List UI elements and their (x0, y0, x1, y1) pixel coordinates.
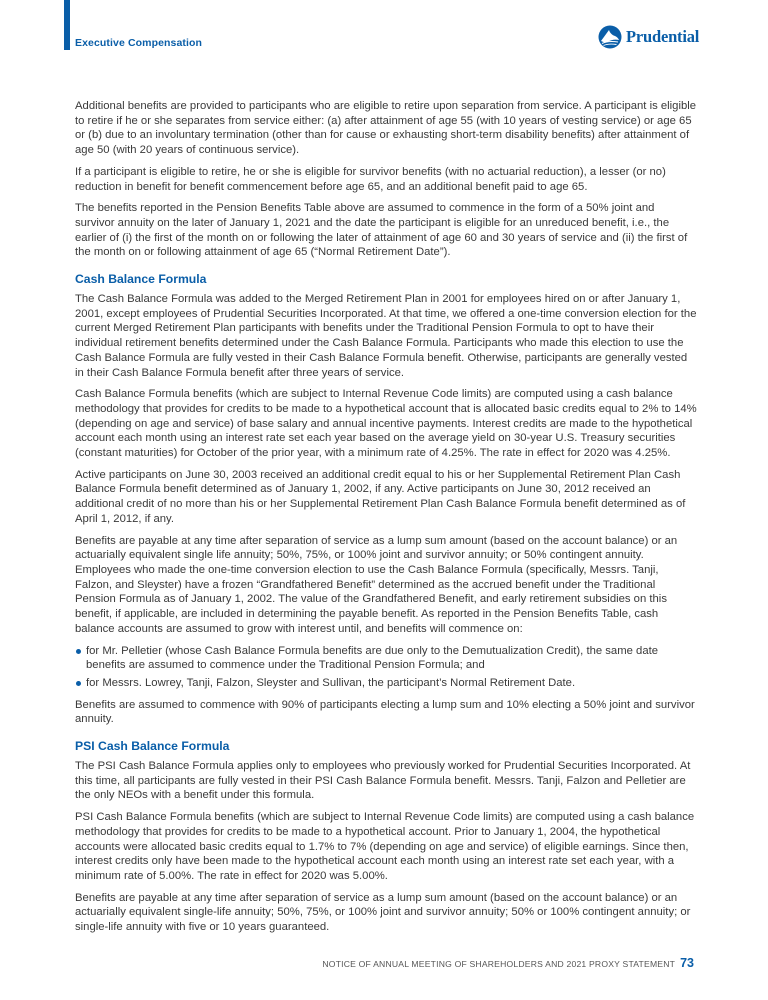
logo-wordmark: Prudential (626, 27, 700, 46)
paragraph: PSI Cash Balance Formula benefits (which are subject to Internal Revenue Code limits) are computed using a cash balance methodology that provides for credits to be made to a hypothetical account. Prior to January 1, 2004, the hypothetical accounts were allocated basic credits equal to 1.7% to 7% (depending on age and service) of eligible earnings. Since then, interest credits only have been made to the hypothetical account each month using an interest rate set each year, with a minimum rate of 5.00%. The rate in effect for 2020 was 5.00%. (75, 811, 695, 882)
footer-title: NOTICE OF ANNUAL MEETING OF SHAREHOLDERS AND 2021 PROXY STATEMENT (322, 959, 676, 969)
heading-cash-balance-formula: Cash Balance Formula (75, 272, 207, 287)
paragraph: Cash Balance Formula benefits (which are subject to Internal Revenue Code limits) are computed using a cash balance methodology that provides for credits to be made to a hypothetical account that is allocated basic credits equal to 2% to 14% (depending on age and service) of base salary and annual incentive payments. Interest credits are made to the hypothetical account each month using an interest rate set each year based on the average yield on 30-year U.S. Treasury securities (constant maturities) for October of the prior year, with a minimum rate of 4.25%. The rate in effect for 2020 was 4.25%. (75, 388, 697, 460)
section-title: Executive Compensation (75, 37, 203, 49)
page-footer (322, 956, 694, 970)
paragraph: If a participant is eligible to retire, he or she is eligible for survivor benefits (with no actuarial reduction), a lesser (or no) reduction in benefit for benefit commencement before age 65, and an additional benefit paid to age 65. (75, 165, 666, 193)
paragraph: Additional benefits are provided to participants who are eligible to retire upon separation from service. A participant is eligible to retire if he or she separates from service either: (a) after attainment of age 55 (with 10 years of vesting service) or age 65 or (b) due to an involuntary termination (other than for cause or exhausting short-term disability benefits) after attainment of age 50 (with 20 years of continuous service). (75, 100, 697, 157)
paragraph: Benefits are payable at any time after separation of service as a lump sum amount (based on the account balance) or an actuarially equivalent single-life annuity; 50%, 75%, or 100% joint and survivor annuity; 50% or 100% contingent annuity; or single-life annuity with five or 10 years guaranteed. (75, 891, 691, 934)
bullet-item: for Messrs. Lowrey, Tanji, Falzon, Sleyster and Sullivan, the participant’s Normal Retirement Date. (75, 676, 697, 691)
paragraph: The benefits reported in the Pension Benefits Table above are assumed to commence in the form of a 50% joint and survivor annuity on the later of January 1, 2021 and the date the participant is eligible for an unreduced benefit, i.e., the earlier of (i) the first of the month on or following the later of attainment of age 60 and 30 years of service and (ii) the first of the month on or following attainment of age 65 (“Normal Retirement Date”). (75, 202, 688, 259)
heading-psi-cash-balance-formula: PSI Cash Balance Formula (75, 739, 230, 754)
rock-icon (598, 25, 622, 49)
header-accent-bar (64, 0, 70, 50)
bullet-item: for Mr. Pelletier (whose Cash Balance Formula benefits are due only to the Demutualization Credit), the same date benefits are assumed to commence under the Traditional Pension Formula; and (75, 644, 697, 673)
paragraph: The Cash Balance Formula was added to the Merged Retirement Plan in 2001 for employees hired on or after January 1, 2001, except employees of Prudential Securities Incorporated. At that time, we offered a one-time conversion election for the current Merged Retirement Plan participants with benefits under the Traditional Pension Formula to opt to have their individual retirement benefits determined under the Cash Balance Formula. Participants who made this election to use the Cash Balance Formula are fully vested in their Cash Balance Formula benefit. Otherwise, participants are generally vested in their Cash Balance Formula benefit after three years of service. (75, 293, 697, 379)
paragraph: Active participants on June 30, 2003 received an additional credit equal to his or her Supplemental Retirement Plan Cash Balance Formula benefit determined as of January 1, 2002, if any. Active participants on June 30, 2012 received an additional credit of no more than his or her Supplemental Retirement Plan Cash Balance Formula benefit determined as of April 1, 2012, if any. (75, 468, 686, 525)
paragraph: Benefits are payable at any time after separation of service as a lump sum amount (based on the account balance) or an actuarially equivalent single life annuity; 50%, 75%, or 100% joint and survivor annuity; or 50% contingent annuity. Employees who made the one-time conversion election to use the Cash Balance Formula (specifically, Messrs. Tanji, Falzon, and Sleyster) have a frozen “Grandfathered Benefit” determined as the accrued benefit under the Traditional Pension Formula as of January 1, 2002. The value of the Grandfathered Benefit, and early retirement subsidies on this benefit, if applicable, are included in determining the payable benefit. As reported in the Pension Benefits Table, cash balance accounts are assumed to grow with interest until, and benefits will commence on: (75, 534, 678, 635)
prudential-logo (598, 24, 699, 50)
bullet-list (75, 644, 697, 691)
paragraph: The PSI Cash Balance Formula applies only to employees who previously worked for Prudential Securities Incorporated. At this time, all participants are fully vested in their PSI Cash Balance Formula benefit. Messrs. Tanji, Falzon and Pelletier are the only NEOs with a benefit under this formula. (75, 760, 691, 802)
paragraph: Benefits are assumed to commence with 90% of participants electing a lump sum and 10% electing a 50% joint and survivor annuity. (75, 698, 695, 726)
document-body (75, 99, 697, 942)
page-number: 73 (680, 956, 694, 970)
